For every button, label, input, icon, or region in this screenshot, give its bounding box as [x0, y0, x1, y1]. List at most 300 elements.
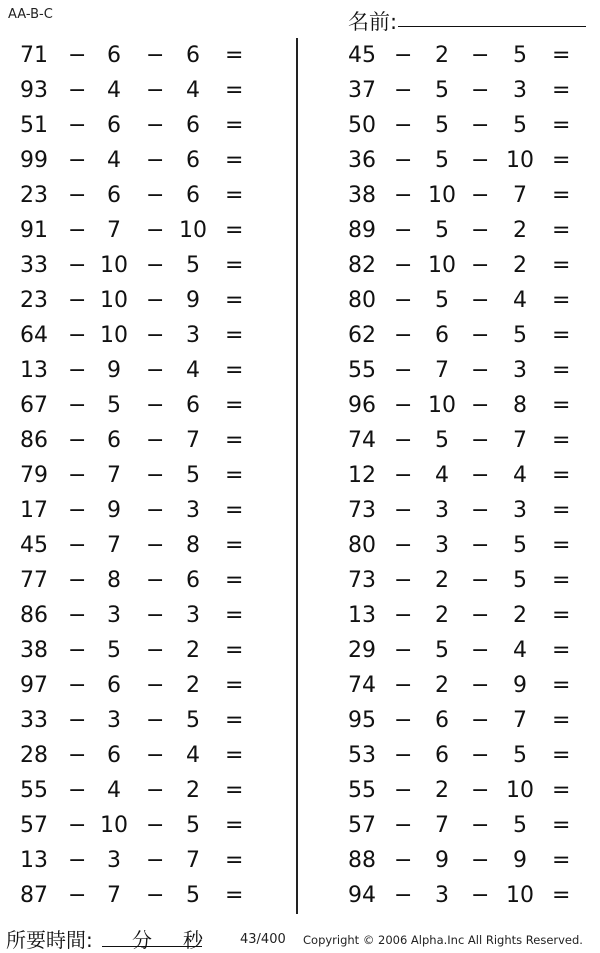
equals-sign: =: [552, 883, 571, 908]
problem-row: [330, 668, 600, 703]
subtrahend-1: 10: [100, 813, 128, 838]
equals-sign: =: [552, 323, 571, 348]
subtrahend-1: 2: [435, 673, 449, 698]
minuend: 73: [348, 568, 376, 593]
minus-sign: −: [68, 883, 87, 908]
minus-sign: −: [471, 393, 490, 418]
minus-sign: −: [394, 393, 413, 418]
minuend: 33: [20, 253, 48, 278]
minus-sign: −: [68, 183, 87, 208]
subtrahend-1: 6: [107, 113, 121, 138]
equals-sign: =: [552, 113, 571, 138]
subtrahend-1: 7: [107, 883, 121, 908]
subtrahend-2: 5: [513, 813, 527, 838]
minuend: 38: [20, 638, 48, 663]
subtrahend-1: 4: [435, 463, 449, 488]
left-problem-column: [0, 38, 270, 913]
subtrahend-2: 4: [186, 743, 200, 768]
minuend: 28: [20, 743, 48, 768]
minus-sign: −: [471, 183, 490, 208]
equals-sign: =: [552, 428, 571, 453]
minuend: 50: [348, 113, 376, 138]
subtrahend-2: 3: [513, 498, 527, 523]
problem-row: [330, 73, 600, 108]
subtrahend-2: 5: [513, 113, 527, 138]
minus-sign: −: [68, 393, 87, 418]
equals-sign: =: [552, 393, 571, 418]
name-field-line[interactable]: [398, 26, 586, 27]
minuend: 57: [20, 813, 48, 838]
minuend: 62: [348, 323, 376, 348]
minus-sign: −: [394, 43, 413, 68]
minus-sign: −: [146, 568, 165, 593]
problem-row: [330, 528, 600, 563]
minus-sign: −: [146, 778, 165, 803]
problem-row: [0, 108, 270, 143]
equals-sign: =: [225, 743, 244, 768]
minus-sign: −: [394, 813, 413, 838]
minus-sign: −: [394, 358, 413, 383]
equals-sign: =: [225, 708, 244, 733]
minus-sign: −: [394, 253, 413, 278]
minuend: 71: [20, 43, 48, 68]
subtrahend-1: 10: [428, 183, 456, 208]
subtrahend-2: 2: [513, 218, 527, 243]
problem-row: [0, 738, 270, 773]
subtrahend-1: 2: [435, 43, 449, 68]
minuend: 80: [348, 533, 376, 558]
equals-sign: =: [552, 463, 571, 488]
subtrahend-1: 6: [107, 743, 121, 768]
minuend: 55: [348, 778, 376, 803]
subtrahend-1: 4: [107, 78, 121, 103]
subtrahend-2: 2: [513, 603, 527, 628]
subtrahend-2: 4: [186, 78, 200, 103]
equals-sign: =: [225, 848, 244, 873]
equals-sign: =: [552, 288, 571, 313]
minuend: 77: [20, 568, 48, 593]
problem-row: [0, 528, 270, 563]
problem-row: [330, 493, 600, 528]
subtrahend-1: 3: [107, 708, 121, 733]
minuend: 45: [348, 43, 376, 68]
subtrahend-1: 6: [435, 743, 449, 768]
subtrahend-2: 7: [186, 848, 200, 873]
subtrahend-1: 3: [107, 603, 121, 628]
problem-row: [0, 633, 270, 668]
subtrahend-2: 2: [186, 778, 200, 803]
equals-sign: =: [552, 148, 571, 173]
minus-sign: −: [68, 813, 87, 838]
problem-row: [0, 143, 270, 178]
minuend: 74: [348, 428, 376, 453]
problem-row: [330, 598, 600, 633]
minuend: 29: [348, 638, 376, 663]
minus-sign: −: [471, 778, 490, 803]
name-label: 名前:: [348, 10, 398, 34]
minus-sign: −: [68, 603, 87, 628]
equals-sign: =: [552, 78, 571, 103]
subtrahend-2: 7: [513, 708, 527, 733]
equals-sign: =: [552, 743, 571, 768]
subtrahend-1: 5: [435, 113, 449, 138]
subtrahend-2: 3: [186, 498, 200, 523]
minuend: 79: [20, 463, 48, 488]
minus-sign: −: [68, 113, 87, 138]
problem-row: [0, 38, 270, 73]
minus-sign: −: [471, 708, 490, 733]
minus-sign: −: [68, 568, 87, 593]
minus-sign: −: [68, 778, 87, 803]
minus-sign: −: [394, 778, 413, 803]
subtrahend-1: 2: [435, 568, 449, 593]
problem-row: [0, 73, 270, 108]
minus-sign: −: [146, 148, 165, 173]
equals-sign: =: [225, 778, 244, 803]
subtrahend-1: 6: [435, 323, 449, 348]
minus-sign: −: [68, 43, 87, 68]
minus-sign: −: [146, 218, 165, 243]
problem-row: [0, 563, 270, 598]
subtrahend-2: 8: [513, 393, 527, 418]
minus-sign: −: [146, 428, 165, 453]
equals-sign: =: [225, 358, 244, 383]
minus-sign: −: [146, 638, 165, 663]
subtrahend-1: 9: [107, 498, 121, 523]
minus-sign: −: [394, 743, 413, 768]
minus-sign: −: [471, 428, 490, 453]
subtrahend-1: 10: [100, 253, 128, 278]
minus-sign: −: [146, 673, 165, 698]
problem-row: [0, 283, 270, 318]
problem-row: [330, 773, 600, 808]
minus-sign: −: [394, 708, 413, 733]
subtrahend-1: 10: [100, 323, 128, 348]
equals-sign: =: [225, 43, 244, 68]
minus-sign: −: [394, 113, 413, 138]
minus-sign: −: [68, 323, 87, 348]
subtrahend-2: 6: [186, 148, 200, 173]
subtrahend-1: 7: [107, 533, 121, 558]
problem-row: [0, 668, 270, 703]
copyright-notice: Copyright © 2006 Alpha.Inc All Rights Reserved.: [303, 933, 583, 947]
minus-sign: −: [68, 638, 87, 663]
minus-sign: −: [394, 533, 413, 558]
problem-row: [0, 843, 270, 878]
subtrahend-1: 2: [435, 603, 449, 628]
subtrahend-2: 4: [186, 358, 200, 383]
minus-sign: −: [68, 288, 87, 313]
minus-sign: −: [471, 358, 490, 383]
minus-sign: −: [394, 323, 413, 348]
subtrahend-1: 7: [107, 218, 121, 243]
minus-sign: −: [146, 603, 165, 628]
minus-sign: −: [471, 848, 490, 873]
equals-sign: =: [552, 673, 571, 698]
subtrahend-1: 3: [435, 498, 449, 523]
equals-sign: =: [225, 323, 244, 348]
minuend: 23: [20, 183, 48, 208]
problem-row: [330, 248, 600, 283]
problem-row: [0, 878, 270, 913]
problem-row: [330, 808, 600, 843]
minuend: 97: [20, 673, 48, 698]
minus-sign: −: [471, 113, 490, 138]
subtrahend-2: 6: [186, 43, 200, 68]
subtrahend-2: 2: [186, 638, 200, 663]
equals-sign: =: [225, 673, 244, 698]
minuend: 13: [20, 358, 48, 383]
problem-row: [330, 283, 600, 318]
minus-sign: −: [394, 883, 413, 908]
minus-sign: −: [68, 358, 87, 383]
subtrahend-2: 7: [513, 183, 527, 208]
subtrahend-1: 5: [435, 78, 449, 103]
problem-row: [330, 423, 600, 458]
minuend: 87: [20, 883, 48, 908]
problem-row: [0, 353, 270, 388]
problem-row: [330, 353, 600, 388]
minus-sign: −: [146, 358, 165, 383]
minuend: 88: [348, 848, 376, 873]
problem-row: [0, 388, 270, 423]
subtrahend-1: 7: [107, 463, 121, 488]
subtrahend-2: 8: [186, 533, 200, 558]
minus-sign: −: [471, 43, 490, 68]
minus-sign: −: [146, 708, 165, 733]
subtrahend-2: 9: [186, 288, 200, 313]
minus-sign: −: [471, 743, 490, 768]
subtrahend-2: 6: [186, 183, 200, 208]
equals-sign: =: [552, 638, 571, 663]
minus-sign: −: [146, 323, 165, 348]
minuend: 74: [348, 673, 376, 698]
minus-sign: −: [471, 463, 490, 488]
problem-row: [330, 213, 600, 248]
subtrahend-1: 3: [107, 848, 121, 873]
problem-row: [0, 808, 270, 843]
subtrahend-1: 4: [107, 778, 121, 803]
minus-sign: −: [146, 43, 165, 68]
minus-sign: −: [146, 78, 165, 103]
subtrahend-1: 6: [435, 708, 449, 733]
subtrahend-1: 5: [435, 288, 449, 313]
problem-row: [330, 633, 600, 668]
subtrahend-2: 2: [513, 253, 527, 278]
minus-sign: −: [471, 883, 490, 908]
minus-sign: −: [394, 183, 413, 208]
subtrahend-2: 6: [186, 568, 200, 593]
subtrahend-1: 3: [435, 883, 449, 908]
minuend: 38: [348, 183, 376, 208]
subtrahend-2: 10: [506, 148, 534, 173]
minus-sign: −: [471, 218, 490, 243]
minutes-unit: 分: [132, 928, 152, 952]
subtrahend-1: 4: [107, 148, 121, 173]
minuend: 89: [348, 218, 376, 243]
minus-sign: −: [471, 288, 490, 313]
minus-sign: −: [394, 568, 413, 593]
subtrahend-1: 6: [107, 673, 121, 698]
minuend: 57: [348, 813, 376, 838]
minuend: 73: [348, 498, 376, 523]
problem-row: [330, 458, 600, 493]
subtrahend-2: 10: [179, 218, 207, 243]
minuend: 86: [20, 428, 48, 453]
subtrahend-2: 4: [513, 463, 527, 488]
subtrahend-2: 5: [513, 743, 527, 768]
minuend: 45: [20, 533, 48, 558]
minus-sign: −: [471, 498, 490, 523]
seconds-unit: 秒: [183, 928, 203, 952]
minus-sign: −: [394, 603, 413, 628]
minuend: 33: [20, 708, 48, 733]
equals-sign: =: [552, 603, 571, 628]
minuend: 13: [20, 848, 48, 873]
minuend: 64: [20, 323, 48, 348]
subtrahend-1: 2: [435, 778, 449, 803]
subtrahend-1: 10: [428, 253, 456, 278]
minus-sign: −: [471, 78, 490, 103]
minus-sign: −: [471, 673, 490, 698]
subtrahend-2: 7: [186, 428, 200, 453]
minuend: 67: [20, 393, 48, 418]
minuend: 99: [20, 148, 48, 173]
equals-sign: =: [225, 813, 244, 838]
minus-sign: −: [68, 498, 87, 523]
subtrahend-1: 10: [428, 393, 456, 418]
equals-sign: =: [225, 393, 244, 418]
subtrahend-1: 10: [100, 288, 128, 313]
equals-sign: =: [552, 813, 571, 838]
minus-sign: −: [146, 183, 165, 208]
page-count: 43/400: [240, 932, 286, 947]
minus-sign: −: [146, 883, 165, 908]
minus-sign: −: [146, 848, 165, 873]
subtrahend-1: 6: [107, 183, 121, 208]
equals-sign: =: [552, 533, 571, 558]
problem-row: [330, 318, 600, 353]
minuend: 51: [20, 113, 48, 138]
minuend: 13: [348, 603, 376, 628]
right-problem-column: [330, 38, 600, 913]
subtrahend-2: 10: [506, 778, 534, 803]
minus-sign: −: [471, 568, 490, 593]
subtrahend-2: 3: [513, 78, 527, 103]
minuend: 55: [20, 778, 48, 803]
minuend: 37: [348, 78, 376, 103]
minus-sign: −: [68, 533, 87, 558]
minus-sign: −: [471, 603, 490, 628]
subtrahend-2: 3: [186, 323, 200, 348]
problem-row: [330, 108, 600, 143]
equals-sign: =: [225, 533, 244, 558]
subtrahend-1: 5: [107, 393, 121, 418]
problem-row: [0, 458, 270, 493]
equals-sign: =: [552, 358, 571, 383]
subtrahend-2: 7: [513, 428, 527, 453]
column-divider: [296, 38, 298, 914]
subtrahend-1: 5: [435, 218, 449, 243]
minuend: 80: [348, 288, 376, 313]
subtrahend-2: 4: [513, 638, 527, 663]
minus-sign: −: [68, 673, 87, 698]
equals-sign: =: [225, 253, 244, 278]
subtrahend-2: 5: [186, 708, 200, 733]
subtrahend-1: 6: [107, 43, 121, 68]
equals-sign: =: [552, 848, 571, 873]
minus-sign: −: [471, 253, 490, 278]
subtrahend-2: 5: [186, 883, 200, 908]
minus-sign: −: [68, 463, 87, 488]
subtrahend-2: 6: [186, 393, 200, 418]
subtrahend-2: 3: [186, 603, 200, 628]
minus-sign: −: [146, 393, 165, 418]
minus-sign: −: [394, 498, 413, 523]
minus-sign: −: [471, 638, 490, 663]
subtrahend-2: 5: [186, 253, 200, 278]
minus-sign: −: [394, 218, 413, 243]
problem-row: [0, 598, 270, 633]
problem-row: [0, 423, 270, 458]
minus-sign: −: [394, 428, 413, 453]
time-required-label: 所要時間:: [6, 928, 93, 952]
subtrahend-1: 7: [435, 813, 449, 838]
minuend: 12: [348, 463, 376, 488]
worksheet-code: AA-B-C: [8, 7, 53, 22]
equals-sign: =: [552, 498, 571, 523]
minus-sign: −: [471, 813, 490, 838]
minus-sign: −: [394, 288, 413, 313]
problem-row: [0, 773, 270, 808]
subtrahend-2: 5: [513, 323, 527, 348]
subtrahend-2: 10: [506, 883, 534, 908]
equals-sign: =: [552, 708, 571, 733]
minuend: 53: [348, 743, 376, 768]
equals-sign: =: [225, 638, 244, 663]
subtrahend-1: 9: [435, 848, 449, 873]
subtrahend-2: 9: [513, 848, 527, 873]
subtrahend-2: 4: [513, 288, 527, 313]
equals-sign: =: [225, 463, 244, 488]
equals-sign: =: [225, 113, 244, 138]
minuend: 93: [20, 78, 48, 103]
equals-sign: =: [225, 218, 244, 243]
minuend: 17: [20, 498, 48, 523]
problem-row: [330, 878, 600, 913]
minuend: 36: [348, 148, 376, 173]
problem-row: [330, 143, 600, 178]
problem-row: [330, 843, 600, 878]
minus-sign: −: [471, 323, 490, 348]
minus-sign: −: [68, 428, 87, 453]
subtrahend-1: 5: [435, 638, 449, 663]
minus-sign: −: [471, 148, 490, 173]
subtrahend-1: 8: [107, 568, 121, 593]
subtrahend-2: 5: [186, 463, 200, 488]
equals-sign: =: [225, 428, 244, 453]
equals-sign: =: [225, 603, 244, 628]
equals-sign: =: [225, 498, 244, 523]
minuend: 23: [20, 288, 48, 313]
subtrahend-2: 3: [513, 358, 527, 383]
minus-sign: −: [68, 218, 87, 243]
minus-sign: −: [68, 743, 87, 768]
equals-sign: =: [225, 78, 244, 103]
problem-row: [330, 563, 600, 598]
problem-row: [0, 213, 270, 248]
subtrahend-1: 5: [435, 428, 449, 453]
